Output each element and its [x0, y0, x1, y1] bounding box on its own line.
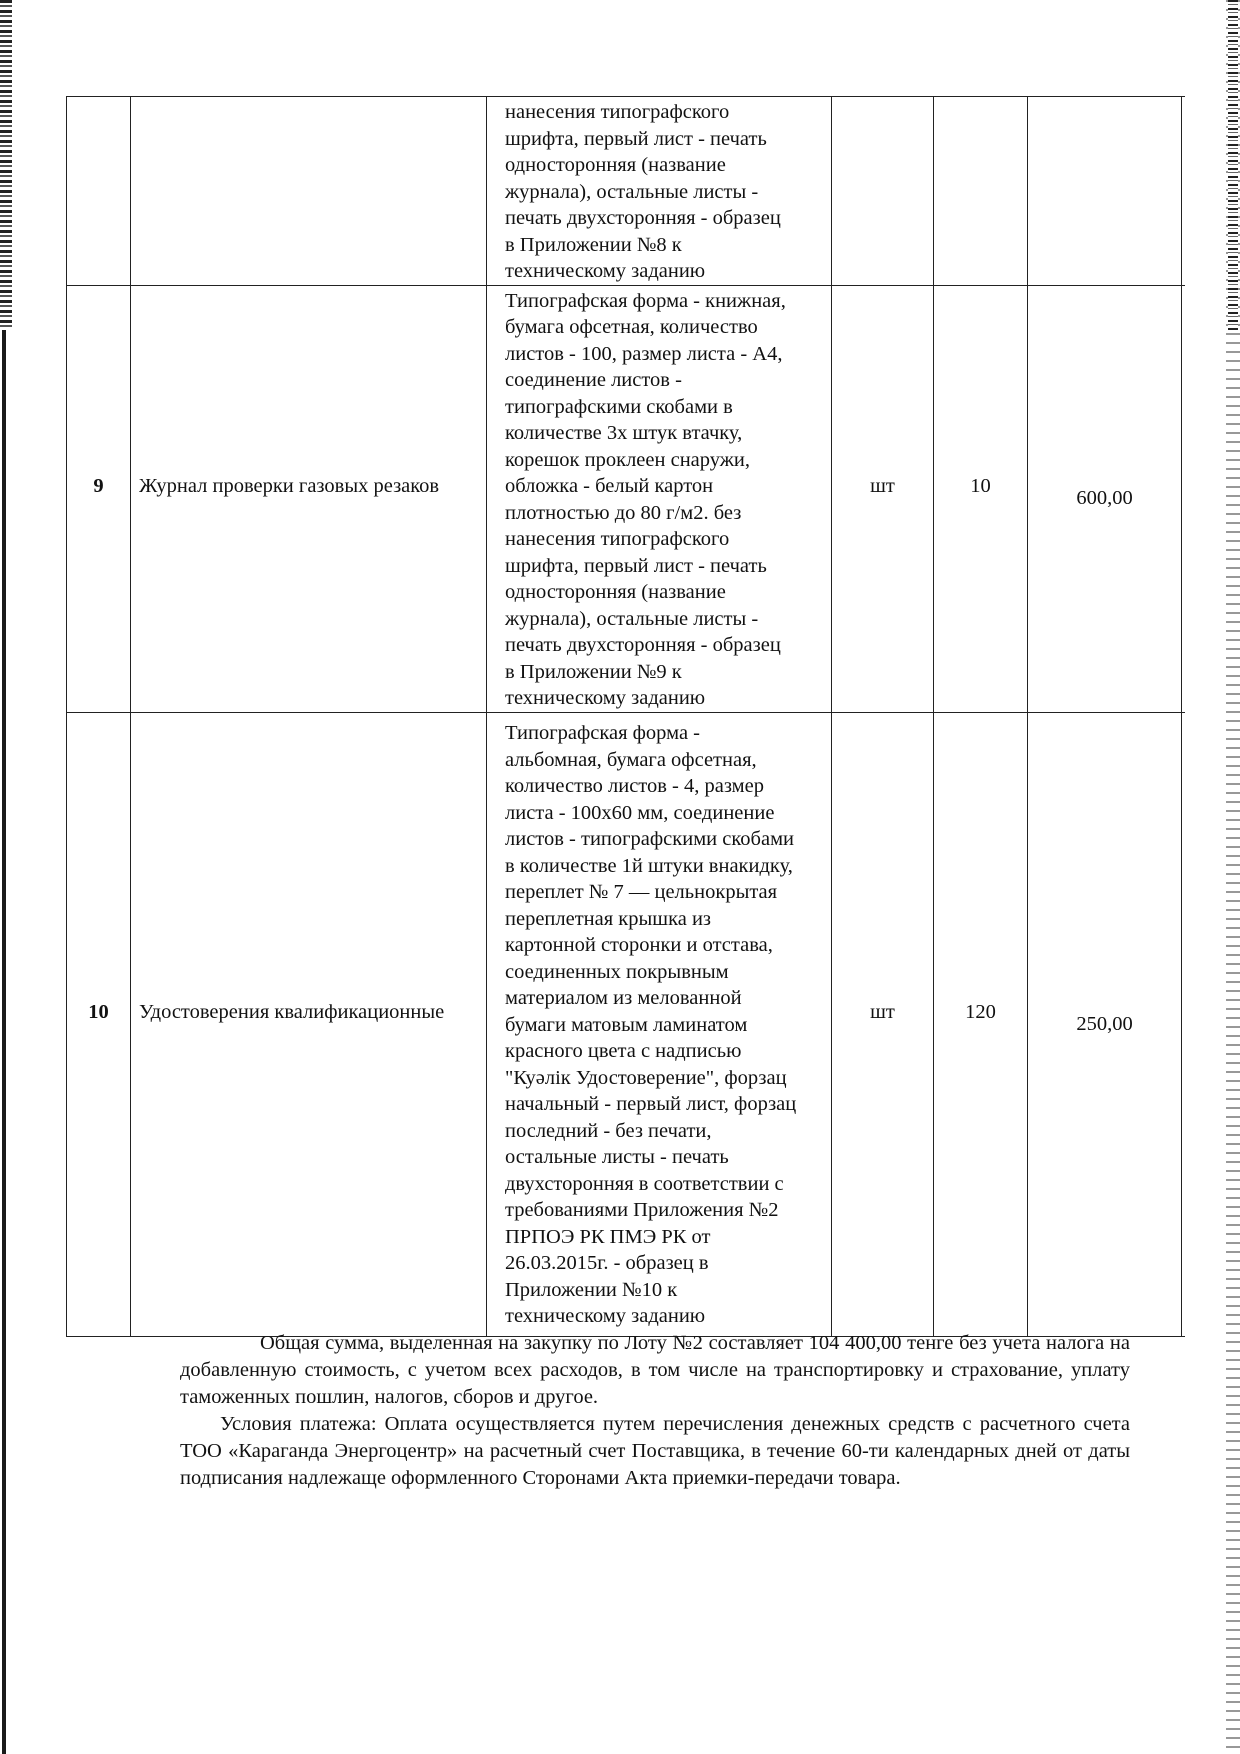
item-description: Типографская форма - книжная, бумага офсетная, количество листов - 100, размер листа - А4, соединение листов - типографскими скобами в количестве 3х штук втачку, корешок проклеен снаружи, обложка - белый картон плотностью до 80 г/м2. без нанесения типографского шрифта, первый лист - печать односторонняя (название журнала), остальные листы - печать двухсторонняя - образец в Приложении №9 к техническому заданию	[487, 285, 832, 712]
table-row	[67, 712, 1185, 1336]
item-quantity: 10	[934, 285, 1028, 712]
item-price: 250,00	[1028, 712, 1182, 1336]
table-row	[67, 97, 1185, 286]
scan-right-binding-marks	[1228, 0, 1238, 330]
payment-terms-paragraph: Условия платежа: Оплата осуществляется путем перечисления денежных средств с расчетного счета ТОО «Караганда Энергоцентр» на расчетный счет Поставщика, в течение 60-ти календарных дней от даты подписания надлежаще оформленного Сторонами Акта приемки-передачи товара.	[180, 1413, 1130, 1489]
extra-column	[1182, 712, 1185, 1336]
item-price	[1028, 97, 1182, 286]
item-description: Типографская форма - альбомная, бумага офсетная, количество листов - 4, размер листа - 100х60 мм, соединение листов - типографскими скобами в количестве 1й штуки внакидку, переплет № 7 — цельнокрытая переплетная крышка из картонной сторонки и отстава, соединенных покрывным материалом из мелованной бумаги матовым ламинатом красного цвета с надписью "Куәлік Удостоверение", форзац начальный - первый лист, форзац последний - без печати, остальные листы - печать двухсторонняя в соответствии с требованиями Приложения №2 ПРПОЭ РК ПМЭ РК от 26.03.2015г. - образец в Приложении №10 к техническому заданию	[487, 712, 832, 1336]
item-name	[131, 97, 487, 286]
row-number: 9	[67, 285, 131, 712]
row-number: 10	[67, 712, 131, 1336]
item-quantity	[934, 97, 1028, 286]
item-quantity: 120	[934, 712, 1028, 1336]
item-unit	[832, 97, 934, 286]
total-amount-paragraph: Общая сумма, выделенная на закупку по Лоту №2 составляет 104 400,00 тенге без учета налога на добавленную стоимость, с учетом всех расходов, в том числе на транспортировку и страхование, уплату таможенных пошлин, налогов, сборов и другое.	[180, 1332, 1130, 1408]
footer-text	[180, 1330, 1130, 1492]
item-description: нанесения типографского шрифта, первый лист - печать односторонняя (название журнала), остальные листы - печать двухсторонняя - образец в Приложении №8 к техническому заданию	[487, 97, 832, 286]
item-unit: шт	[832, 712, 934, 1336]
item-name: Удостоверения квалификационные	[131, 712, 487, 1336]
scan-left-binding-marks	[0, 0, 12, 330]
table-row	[67, 285, 1185, 712]
item-name: Журнал проверки газовых резаков	[131, 285, 487, 712]
items-table	[66, 96, 1185, 1337]
extra-column	[1182, 285, 1185, 712]
item-unit: шт	[832, 285, 934, 712]
row-number	[67, 97, 131, 286]
extra-column	[1182, 97, 1185, 286]
items-table-wrapper	[66, 96, 1186, 1328]
item-price: 600,00	[1028, 285, 1182, 712]
